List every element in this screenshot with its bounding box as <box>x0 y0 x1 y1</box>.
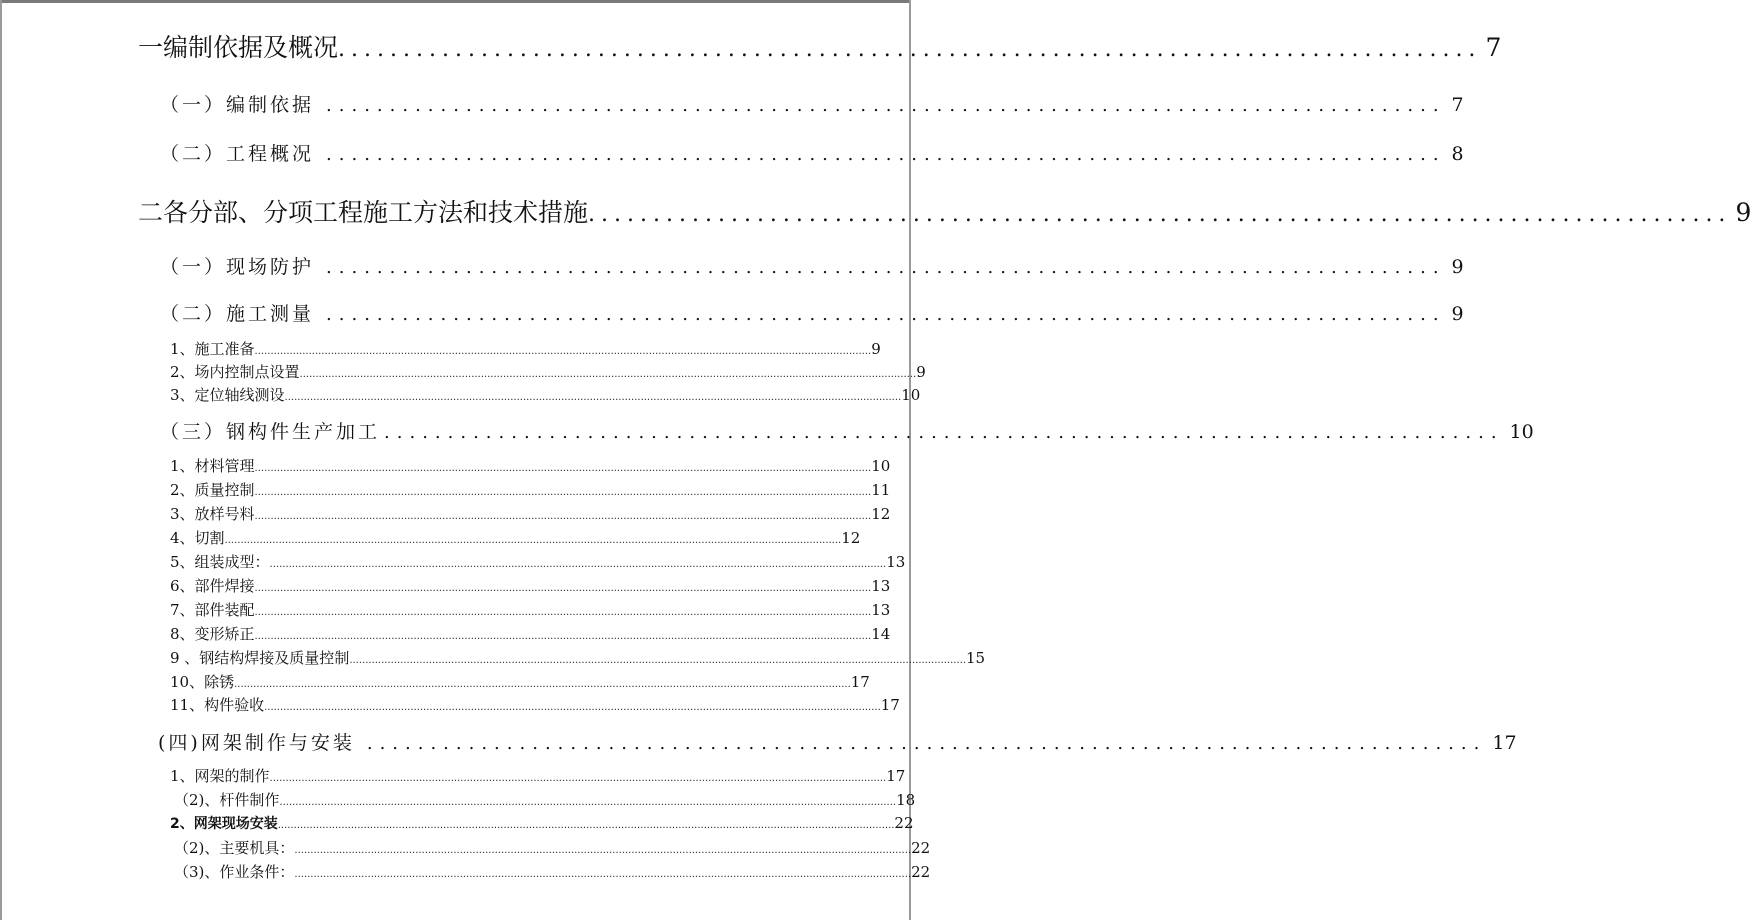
toc-entry-title: 2、场内控制点设置 <box>170 363 300 381</box>
toc-subentry[interactable] <box>170 503 891 524</box>
toc-page-number: 10 <box>871 457 891 475</box>
toc-page-number: 8 <box>1451 143 1464 165</box>
toc-leader-dots: ........................................................................................ <box>326 144 1446 165</box>
toc-subentry[interactable] <box>170 384 921 405</box>
toc-leader-dots: .................................................................................................................................................................................................. <box>284 392 902 403</box>
toc-subentry[interactable] <box>170 765 906 786</box>
toc-subentry[interactable] <box>170 671 870 692</box>
toc-page-number: 12 <box>871 505 891 523</box>
toc-subentry[interactable] <box>170 361 926 382</box>
toc-page-number: 17 <box>850 673 870 691</box>
toc-leader-dots: .................................................................................................................................................................................................. <box>254 583 872 594</box>
toc-entry-title: 8、变形矫正 <box>170 625 255 643</box>
toc-page-number: 22 <box>894 814 914 832</box>
toc-entry-title: 2、网架现场安装 <box>170 816 278 832</box>
toc-section-number: 二 <box>138 198 164 227</box>
toc-entry-title: 7、部件装配 <box>170 601 255 619</box>
toc-page-number: 12 <box>841 529 861 547</box>
toc-subentry[interactable] <box>170 479 891 500</box>
toc-subentry[interactable] <box>170 599 891 620</box>
toc-entry-title: （2)、杆件制作 <box>174 791 280 809</box>
toc-entry-title: 各分部、分项工程施工方法和技术措施 <box>163 198 589 227</box>
window-top-border <box>0 0 911 3</box>
toc-leader-dots: .................................................................................................................................................................................................. <box>269 773 887 784</box>
toc-leader-dots: ........................................................................................ <box>384 422 1504 443</box>
toc-section-number: (四) <box>158 732 201 754</box>
toc-entry-section-2-4[interactable] <box>158 728 1517 755</box>
toc-subentry[interactable] <box>170 575 891 596</box>
toc-section-number: （一） <box>160 94 227 116</box>
toc-entry-section-2-1[interactable] <box>160 252 1464 279</box>
toc-leader-dots: .................................................................................................................................................................................................. <box>294 869 912 880</box>
toc-entry-title: 1、网架的制作 <box>170 767 270 785</box>
toc-entry-title: 网架制作与安装 <box>200 732 355 754</box>
toc-section-number: （三） <box>160 421 227 443</box>
toc-entry-title: （3)、作业条件： <box>174 863 295 881</box>
toc-page-number: 9 <box>1735 198 1751 227</box>
toc-page-number: 13 <box>886 553 906 571</box>
toc-subentry[interactable] <box>174 861 931 882</box>
toc-subentry[interactable] <box>170 623 891 644</box>
toc-section-number: （二） <box>160 303 227 325</box>
toc-section-number: 一 <box>138 33 164 62</box>
toc-leader-dots: ........................................................................................ <box>326 257 1446 278</box>
toc-page-number: 22 <box>911 839 931 857</box>
toc-entry-title: 1、施工准备 <box>170 340 255 358</box>
toc-page-number: 10 <box>901 386 921 404</box>
toc-page-number: 11 <box>871 481 891 499</box>
toc-page-number: 9 <box>871 340 881 358</box>
toc-page-number: 7 <box>1451 94 1464 116</box>
toc-subentry[interactable] <box>170 551 906 572</box>
toc-page-number: 7 <box>1485 33 1502 62</box>
toc-leader-dots: .................................................................................................................................................................................................. <box>254 463 872 474</box>
toc-entry-title: 工程概况 <box>226 143 315 165</box>
toc-leader-dots: .................................................................................................................................................................................................. <box>254 631 872 642</box>
toc-subentry[interactable] <box>170 455 891 476</box>
toc-subentry[interactable] <box>170 647 986 668</box>
toc-leader-dots: .................................................................................................................................................................................................. <box>279 797 897 808</box>
toc-entry-title: 编制依据 <box>226 94 315 116</box>
toc-page-number: 9 <box>1451 256 1464 278</box>
toc-leader-dots: ........................................................................................ <box>588 202 1732 227</box>
toc-entry-title: 5、组装成型： <box>170 553 270 571</box>
toc-subentry[interactable] <box>174 789 916 810</box>
toc-leader-dots: ........................................................................................ <box>326 304 1446 325</box>
toc-page-number: 17 <box>1492 732 1517 754</box>
window-left-border <box>0 0 2 920</box>
toc-entry-title: 6、部件焊接 <box>170 577 255 595</box>
toc-subentry[interactable] <box>170 338 881 359</box>
toc-entry-title: 11、构件验收 <box>170 696 265 714</box>
toc-page-number: 9 <box>1451 303 1464 325</box>
toc-entry-section-1-2[interactable] <box>160 139 1464 166</box>
toc-entry-title: 施工测量 <box>226 303 315 325</box>
toc-entry-section-1[interactable] <box>138 28 1502 64</box>
toc-entry-section-1-1[interactable] <box>160 90 1464 117</box>
toc-page-number: 15 <box>966 649 986 667</box>
toc-leader-dots: .................................................................................................................................................................................................. <box>254 487 872 498</box>
toc-entry-title: 4、切割 <box>170 529 225 547</box>
toc-leader-dots: .................................................................................................................................................................................................. <box>269 559 887 570</box>
toc-leader-dots: .................................................................................................................................................................................................. <box>224 535 842 546</box>
toc-page-number: 22 <box>911 863 931 881</box>
toc-entry-title: 钢构件生产加工 <box>226 421 381 443</box>
toc-leader-dots: ........................................................................................ <box>326 95 1446 116</box>
toc-subentry[interactable] <box>170 527 861 548</box>
toc-section-number: （一） <box>160 256 227 278</box>
toc-subentry[interactable] <box>174 837 931 858</box>
toc-entry-title: 9 、钢结构焊接及质量控制 <box>170 649 350 667</box>
toc-subentry[interactable] <box>170 813 914 833</box>
toc-leader-dots: .................................................................................................................................................................................................. <box>299 369 917 380</box>
toc-leader-dots: .................................................................................................................................................................................................. <box>349 655 966 666</box>
toc-entry-title: 3、定位轴线测设 <box>170 386 285 404</box>
toc-page-number: 17 <box>886 767 906 785</box>
toc-entry-title: 2、质量控制 <box>170 481 255 499</box>
window-right-border <box>909 0 911 920</box>
toc-page-number: 10 <box>1509 421 1534 443</box>
toc-page-number: 13 <box>871 577 891 595</box>
toc-leader-dots: .................................................................................................................................................................................................. <box>264 702 881 713</box>
toc-leader-dots: .................................................................................................................................................................................................. <box>254 607 872 618</box>
toc-leader-dots: ........................................................................................ <box>338 37 1482 62</box>
toc-entry-title: 3、放样号料 <box>170 505 255 523</box>
toc-entry-section-2-2[interactable] <box>160 299 1464 326</box>
toc-entry-title: （2)、主要机具： <box>174 839 295 857</box>
toc-entry-title: 10、除锈 <box>170 673 235 691</box>
toc-section-number: （二） <box>160 143 227 165</box>
toc-page-number: 14 <box>871 625 891 643</box>
toc-leader-dots: .................................................................................................................................................................................................. <box>254 511 872 522</box>
toc-entry-section-2-3[interactable] <box>160 417 1534 444</box>
toc-page-number: 18 <box>896 791 916 809</box>
toc-page-number: 9 <box>916 363 926 381</box>
toc-leader-dots: ........................................................................................ <box>366 733 1487 754</box>
toc-subentry[interactable] <box>170 694 900 715</box>
toc-page-number: 17 <box>880 696 900 714</box>
toc-leader-dots: .................................................................................................................................................................................................. <box>277 820 895 831</box>
toc-entry-title: 1、材料管理 <box>170 457 255 475</box>
toc-leader-dots: .................................................................................................................................................................................................. <box>234 679 851 690</box>
toc-page-number: 13 <box>871 601 891 619</box>
toc-entry-title: 现场防护 <box>226 256 315 278</box>
toc-entry-section-2[interactable] <box>138 193 1751 229</box>
toc-leader-dots: .................................................................................................................................................................................................. <box>294 845 912 856</box>
toc-entry-title: 编制依据及概况 <box>163 33 339 62</box>
toc-leader-dots: .................................................................................................................................................................................................. <box>254 346 872 357</box>
